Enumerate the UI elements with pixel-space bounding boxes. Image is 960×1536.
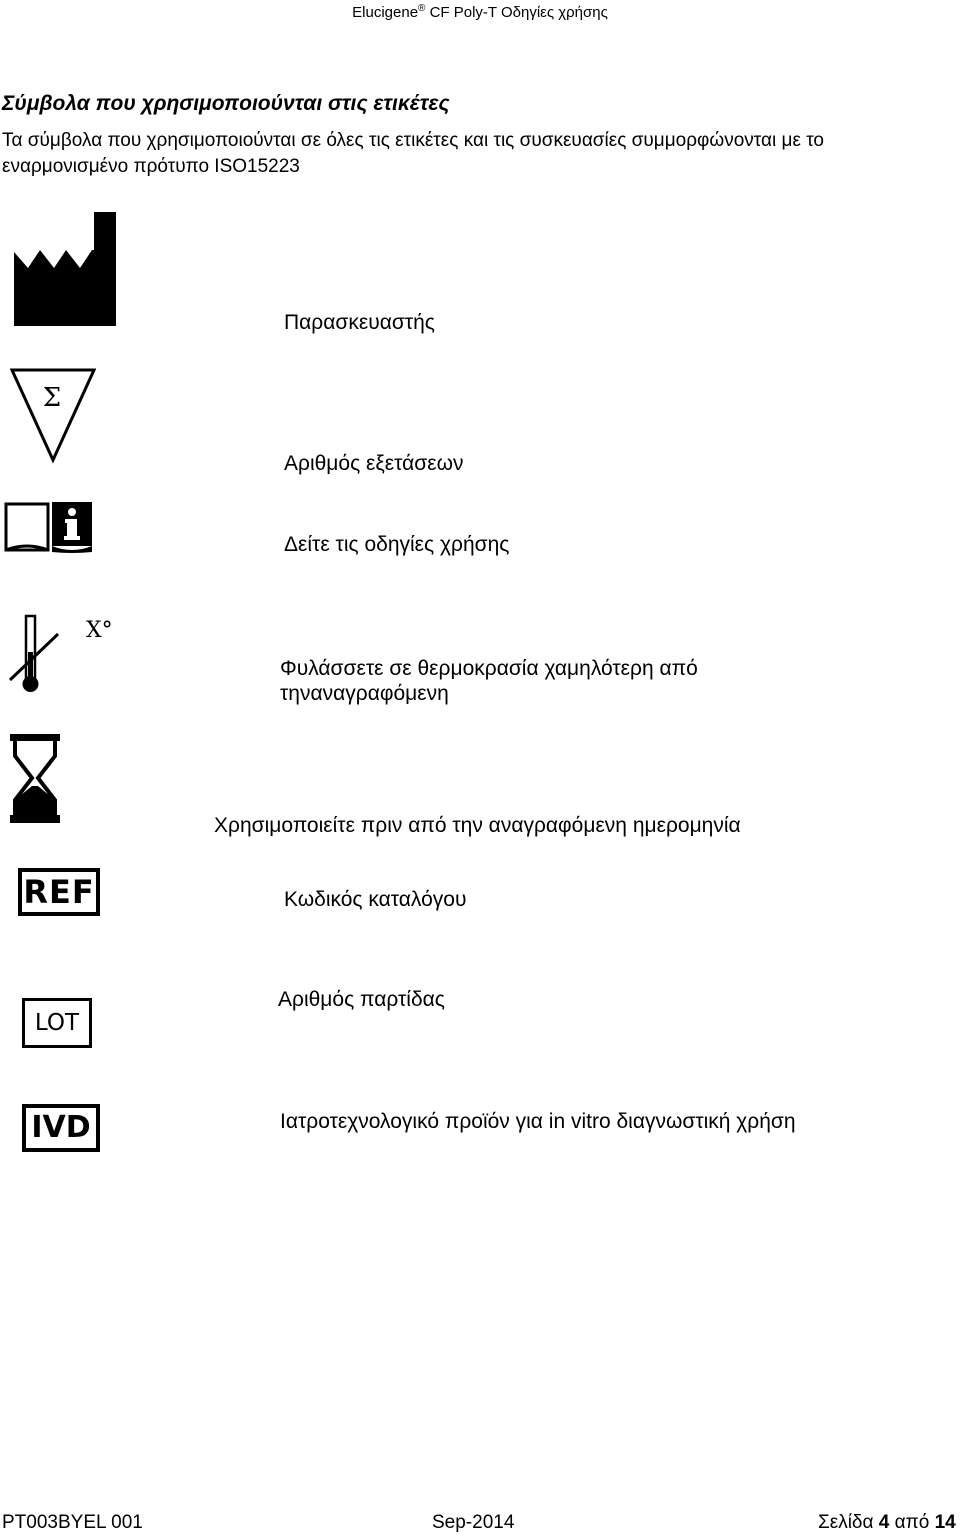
lot-box-icon xyxy=(22,998,92,1048)
label-tests: Αριθμός εξετάσεων xyxy=(284,452,464,475)
label-manufacturer: Παρασκευαστής xyxy=(284,311,435,334)
section-intro: Τα σύμβολα που χρησιμοποιούνται σε όλες τις ετικέτες και τις συσκευασίες συμμορφώνονται με το εναρμονισμένο πρότυπο ISO15223 xyxy=(2,130,824,177)
header-title: CF Poly-T Οδηγίες χρήσης xyxy=(425,4,608,21)
ivd-box-text: IVD xyxy=(31,1110,91,1145)
manufacturer-icon xyxy=(12,210,118,328)
footer-date: Sep-2014 xyxy=(432,1512,515,1533)
section-heading: Σύμβολα που χρησιμοποιούνται στις ετικέτες xyxy=(2,92,450,115)
label-temperature-line2: τηναναγραφόμενη xyxy=(280,682,449,705)
header-brand: Elucigene xyxy=(352,4,419,21)
label-instructions: Δείτε τις οδηγίες χρήσης xyxy=(284,533,510,556)
temperature-glyph: X° xyxy=(86,618,113,643)
label-temperature-line1: Φυλάσσετε σε θερμοκρασία χαμηλότερη από xyxy=(280,657,698,680)
page-header xyxy=(0,0,960,22)
footer-page-total: 14 xyxy=(934,1512,956,1533)
tests-sigma-glyph: Σ xyxy=(42,383,62,413)
thermometer-icon xyxy=(8,612,70,696)
footer-page-mid: από xyxy=(889,1512,935,1533)
ref-box-icon xyxy=(18,868,100,916)
lot-box-text: LOT xyxy=(34,1010,80,1036)
label-lot: Αριθμός παρτίδας xyxy=(278,988,445,1011)
hourglass-icon xyxy=(10,734,62,824)
label-catalog: Κωδικός καταλόγου xyxy=(284,888,467,911)
label-use-by: Χρησιμοποιείτε πριν από την αναγραφόμενη ημερομηνία xyxy=(214,814,741,837)
footer-doc-code: PT003BYEL 001 xyxy=(2,1512,143,1533)
ivd-box-icon xyxy=(22,1104,100,1152)
ref-box-text: REF xyxy=(23,873,95,911)
label-ivd: Ιατροτεχνολογικό προϊόν για in vitro διαγνωστική χρήση xyxy=(280,1110,796,1133)
footer-page-prefix: Σελίδα xyxy=(818,1512,879,1533)
footer-page-number xyxy=(818,1512,956,1534)
footer-page-current: 4 xyxy=(878,1512,890,1533)
registered-mark: ® xyxy=(418,3,426,14)
instructions-book-icon xyxy=(4,500,94,554)
tests-count-icon xyxy=(10,368,96,464)
